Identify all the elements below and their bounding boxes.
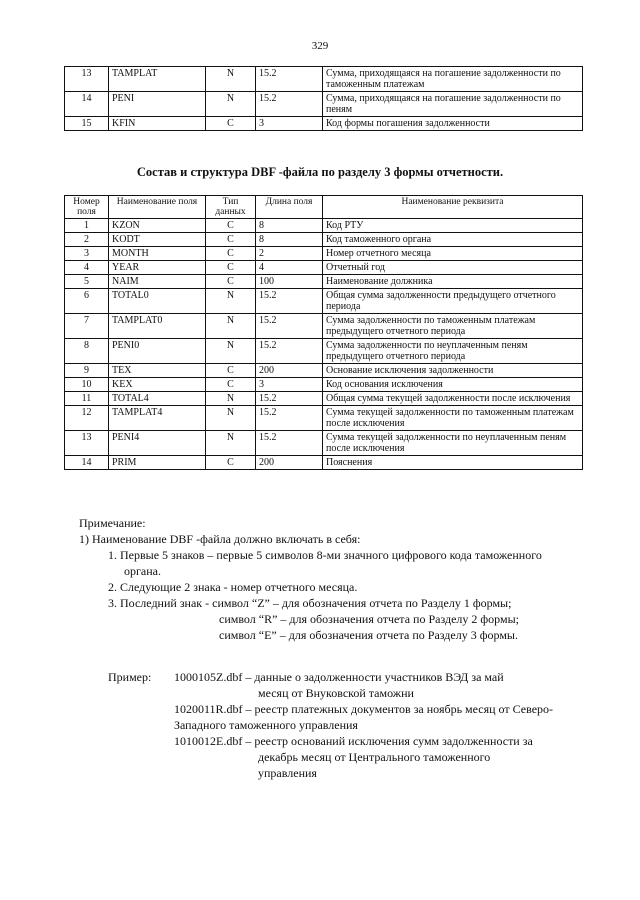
attribute-name-cell: Сумма задолженности по таможенным платежам предыдущего отчетного периода — [323, 314, 583, 339]
page-number: 329 — [311, 40, 329, 52]
table-row — [65, 261, 583, 275]
field-name-cell: KZON — [109, 219, 206, 233]
table-row — [65, 431, 583, 456]
example-label: Пример: — [108, 670, 152, 684]
field-length-cell: 3 — [256, 378, 323, 392]
attribute-name-cell: Сумма текущей задолженности по таможенным платежам после исключения — [323, 406, 583, 431]
field-name-cell: TOTAL4 — [109, 392, 206, 406]
field-name-cell: PENI — [109, 92, 206, 117]
field-length-cell: 15.2 — [256, 406, 323, 431]
field-name-cell: TAMPLAT — [109, 67, 206, 92]
attribute-name-cell: Сумма, приходящаяся на погашение задолженности по пеням — [323, 92, 583, 117]
field-length-cell: 15.2 — [256, 339, 323, 364]
field-name-cell: NAIM — [109, 275, 206, 289]
attribute-name-cell: Общая сумма текущей задолженности после исключения — [323, 392, 583, 406]
example-line-3: 1010012E.dbf – реестр оснований исключения сумм задолженности за — [174, 734, 533, 748]
field-number-cell: 1 — [65, 219, 109, 233]
field-length-cell: 4 — [256, 261, 323, 275]
data-type-cell: C — [206, 378, 256, 392]
field-name-cell: TOTAL0 — [109, 289, 206, 314]
attribute-name-cell: Номер отчетного месяца — [323, 247, 583, 261]
field-number-cell: 12 — [65, 406, 109, 431]
field-name-cell: YEAR — [109, 261, 206, 275]
note-item-1: 1) Наименование DBF -файла должно включать в себя: — [79, 532, 361, 546]
field-length-cell: 15.2 — [256, 92, 323, 117]
field-length-cell: 15.2 — [256, 289, 323, 314]
field-name-cell: KODT — [109, 233, 206, 247]
table-row — [65, 67, 583, 92]
note-sub-3-e: символ “E” – для обозначения отчета по Разделу 3 формы. — [219, 628, 518, 642]
header-data-type: Тип данных — [206, 196, 256, 219]
field-name-cell: TAMPLAT4 — [109, 406, 206, 431]
data-type-cell: C — [206, 456, 256, 470]
field-number-cell: 6 — [65, 289, 109, 314]
field-number-cell: 13 — [65, 67, 109, 92]
note-sub-2: 2. Следующие 2 знака - номер отчетного месяца. — [108, 580, 358, 594]
example-line-3-continued: декабрь месяц от Центрального таможенного — [258, 750, 491, 764]
table-row — [65, 219, 583, 233]
example-line-1-continued: месяц от Внуковской таможни — [258, 686, 414, 700]
example-line-3-end: управления — [258, 766, 317, 780]
attribute-name-cell: Код таможенного органа — [323, 233, 583, 247]
attribute-name-cell: Сумма, приходящаяся на погашение задолженности по таможенным платежам — [323, 67, 583, 92]
field-number-cell: 4 — [65, 261, 109, 275]
header-field-name: Наименование поля — [109, 196, 206, 219]
field-number-cell: 8 — [65, 339, 109, 364]
field-name-cell: MONTH — [109, 247, 206, 261]
note-sub-1-continued: органа. — [124, 564, 161, 578]
data-type-cell: C — [206, 117, 256, 131]
example-line-2: 1020011R.dbf – реестр платежных документов за ноябрь месяц от Северо-Западного таможенного управления — [174, 702, 554, 732]
field-number-cell: 11 — [65, 392, 109, 406]
note-sub-3-r: символ “R” – для обозначения отчета по Разделу 2 формы; — [219, 612, 519, 626]
table-row — [65, 275, 583, 289]
note-heading: Примечание: — [79, 516, 146, 530]
field-length-cell: 200 — [256, 364, 323, 378]
table-row — [65, 117, 583, 131]
attribute-name-cell: Наименование должника — [323, 275, 583, 289]
attribute-name-cell: Код РТУ — [323, 219, 583, 233]
data-type-cell: N — [206, 406, 256, 431]
field-length-cell: 200 — [256, 456, 323, 470]
table-row — [65, 289, 583, 314]
field-number-cell: 5 — [65, 275, 109, 289]
data-type-cell: C — [206, 275, 256, 289]
field-name-cell: KEX — [109, 378, 206, 392]
field-name-cell: PRIM — [109, 456, 206, 470]
table-row — [65, 247, 583, 261]
field-name-cell: KFIN — [109, 117, 206, 131]
field-number-cell: 7 — [65, 314, 109, 339]
data-type-cell: C — [206, 247, 256, 261]
example-line-1: 1000105Z.dbf – данные о задолженности участников ВЭД за май — [174, 670, 504, 684]
field-length-cell: 15.2 — [256, 431, 323, 456]
field-name-cell: TEX — [109, 364, 206, 378]
data-type-cell: N — [206, 92, 256, 117]
section-title: Состав и структура DBF -файла по разделу 3 формы отчетности. — [136, 165, 504, 179]
header-field-number: Номер поля — [65, 196, 109, 219]
field-number-cell: 14 — [65, 456, 109, 470]
data-type-cell: C — [206, 364, 256, 378]
table-row — [65, 378, 583, 392]
field-length-cell: 8 — [256, 219, 323, 233]
field-length-cell: 8 — [256, 233, 323, 247]
data-type-cell: N — [206, 392, 256, 406]
field-length-cell: 2 — [256, 247, 323, 261]
data-type-cell: N — [206, 431, 256, 456]
field-length-cell: 100 — [256, 275, 323, 289]
field-number-cell: 9 — [65, 364, 109, 378]
field-length-cell: 3 — [256, 117, 323, 131]
field-number-cell: 14 — [65, 92, 109, 117]
header-field-length: Длина поля — [256, 196, 323, 219]
field-number-cell: 3 — [65, 247, 109, 261]
data-type-cell: C — [206, 219, 256, 233]
header-attribute-name: Наименование реквизита — [323, 196, 583, 219]
table-row — [65, 364, 583, 378]
field-number-cell: 15 — [65, 117, 109, 131]
note-sub-1: 1. Первые 5 знаков – первые 5 символов 8-ми значного цифрового кода таможенного — [108, 548, 542, 562]
data-type-cell: C — [206, 233, 256, 247]
data-type-cell: N — [206, 289, 256, 314]
attribute-name-cell: Основание исключения задолженности — [323, 364, 583, 378]
attribute-name-cell: Пояснения — [323, 456, 583, 470]
data-type-cell: N — [206, 67, 256, 92]
continued-fields-table — [64, 66, 583, 131]
section3-fields-table — [64, 195, 583, 470]
attribute-name-cell: Сумма текущей задолженности по неуплаченным пеням после исключения — [323, 431, 583, 456]
table-row — [65, 233, 583, 247]
field-name-cell: PENI0 — [109, 339, 206, 364]
field-length-cell: 15.2 — [256, 314, 323, 339]
data-type-cell: N — [206, 339, 256, 364]
table-row — [65, 456, 583, 470]
table-row — [65, 406, 583, 431]
field-length-cell: 15.2 — [256, 392, 323, 406]
attribute-name-cell: Сумма задолженности по неуплаченным пеням предыдущего отчетного периода — [323, 339, 583, 364]
table-row — [65, 92, 583, 117]
field-number-cell: 10 — [65, 378, 109, 392]
table-row — [65, 392, 583, 406]
data-type-cell: N — [206, 314, 256, 339]
field-name-cell: PENI4 — [109, 431, 206, 456]
field-number-cell: 13 — [65, 431, 109, 456]
field-number-cell: 2 — [65, 233, 109, 247]
table-header-row — [65, 196, 583, 219]
attribute-name-cell: Отчетный год — [323, 261, 583, 275]
note-sub-3: 3. Последний знак - символ “Z” – для обозначения отчета по Разделу 1 формы; — [108, 596, 512, 610]
attribute-name-cell: Общая сумма задолженности предыдущего отчетного периода — [323, 289, 583, 314]
data-type-cell: C — [206, 261, 256, 275]
field-name-cell: TAMPLAT0 — [109, 314, 206, 339]
field-length-cell: 15.2 — [256, 67, 323, 92]
attribute-name-cell: Код формы погашения задолженности — [323, 117, 583, 131]
table-row — [65, 314, 583, 339]
table-row — [65, 339, 583, 364]
attribute-name-cell: Код основания исключения — [323, 378, 583, 392]
